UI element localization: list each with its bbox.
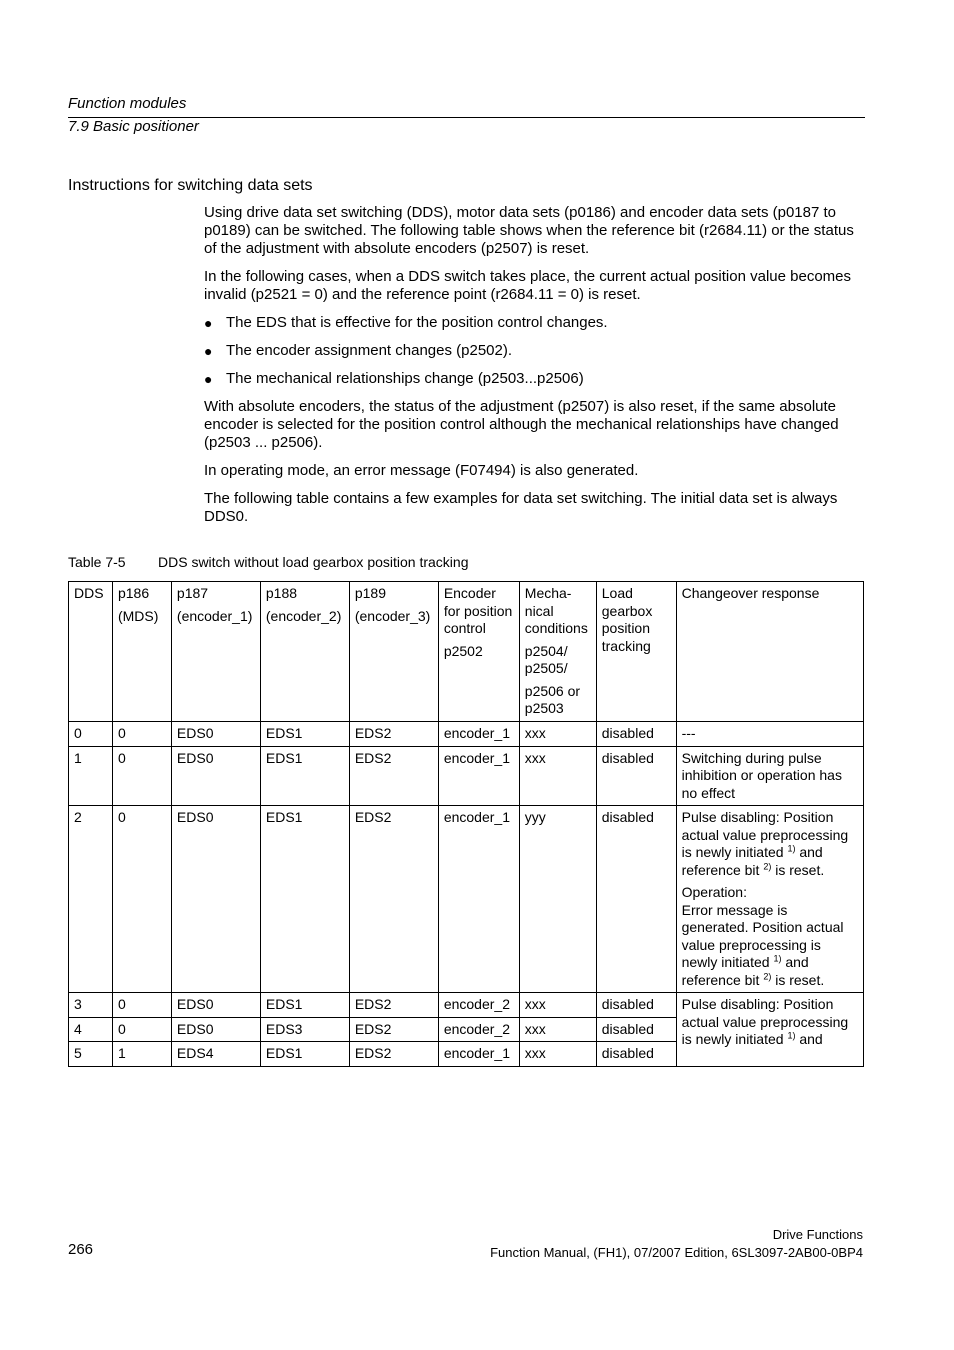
page-number: 266 xyxy=(68,1241,94,1258)
table-header-row xyxy=(69,582,864,722)
response-cell: Pulse disabling: Position actual value preprocessing is newly initiated $^{1)}$ and reference bit $^{2)}$ is reset. Operation: Error message is generated. Position actual value preprocessing is newly initiated $^{1)}$ and reference bit $^{2)}$ is reset. xyxy=(676,806,863,993)
header-rule xyxy=(68,117,865,118)
header-p189: p189 (encoder_3) xyxy=(349,582,438,722)
table-row: 3 0 EDS0 EDS1 EDS2 encoder_2 xxx disabled Pulse disabling: Position actual value preprocessing is newly initiated $^{1)}$ and xyxy=(69,993,864,1018)
header-p188: p188 (encoder_2) xyxy=(260,582,349,722)
header-dds: DDS xyxy=(69,582,113,722)
header-mechanical: Mecha-nical conditions p2504/ p2505/ p2506 or p2503 xyxy=(519,582,596,722)
body-text xyxy=(204,204,869,536)
response-cell: Pulse disabling: Position actual value preprocessing is newly initiated $^{1)}$ and xyxy=(676,993,863,1067)
bullet-list xyxy=(204,314,869,388)
header-p186: p186 (MDS) xyxy=(112,582,171,722)
paragraph-5: The following table contains a few examples for data set switching. The initial data set is always DDS0. xyxy=(204,490,838,525)
header-chapter: Function modules xyxy=(68,95,187,112)
paragraph-3: With absolute encoders, the status of the adjustment (p2507) is also reset, if the same absolute encoder is selected for the position control although the mechanical relationships have changed (p2503 ... p2506). xyxy=(204,398,839,451)
section-heading: Instructions for switching data sets xyxy=(68,177,313,194)
bullet-icon: ● xyxy=(204,371,213,387)
table-row: 1 0 EDS0 EDS1 EDS2 encoder_1 xxx disabled Switching during pulse inhibition or operation has no effect xyxy=(69,746,864,806)
bullet-icon: ● xyxy=(204,315,213,331)
header-p187: p187 (encoder_1) xyxy=(171,582,260,722)
header-encoder: Encoder for position control p2502 xyxy=(438,582,519,722)
header-response: Changeover response xyxy=(676,582,863,722)
list-item: ● The EDS that is effective for the position control changes. xyxy=(204,314,608,331)
list-item: ● The encoder assignment changes (p2502). xyxy=(204,342,513,359)
paragraph-2: In the following cases, when a DDS switch takes place, the current actual position value becomes invalid (p2521 = 0) and the reference point (r2684.11 = 0) is reset. xyxy=(204,268,852,303)
table-caption xyxy=(68,554,469,570)
dds-switch-table xyxy=(68,581,864,1067)
bullet-icon: ● xyxy=(204,343,213,359)
footer-doc-info: Function Manual, (FH1), 07/2007 Edition, 6SL3097-2AB00-0BP4 xyxy=(490,1245,863,1260)
list-item: ● The mechanical relationships change (p2503...p2506) xyxy=(204,370,584,387)
header-section: 7.9 Basic positioner xyxy=(68,118,199,135)
table-row: 4 0 EDS0 EDS3 EDS2 encoder_2 xxx disabled xyxy=(69,1017,864,1042)
header-load-gearbox: Load gearbox position tracking xyxy=(596,582,676,722)
table-number: Table 7-5 xyxy=(68,554,126,570)
table-row: 0 0 EDS0 EDS1 EDS2 encoder_1 xxx disabled --- xyxy=(69,722,864,747)
table-title: DDS switch without load gearbox position tracking xyxy=(158,554,469,570)
table-row: 5 1 EDS4 EDS1 EDS2 encoder_1 xxx disabled xyxy=(69,1042,864,1067)
paragraph-1: Using drive data set switching (DDS), motor data sets (p0186) and encoder data sets (p0187 to p0189) can be switched. The following table shows when the reference bit (r2684.11) or the status of the adjustment with absolute encoders (p2507) is reset. xyxy=(204,204,854,257)
footer-doc-title: Drive Functions xyxy=(772,1227,863,1242)
table-row: 2 0 EDS0 EDS1 EDS2 encoder_1 yyy disabled Pulse disabling: Position actual value preprocessing is newly initiated $^{1)}$ and reference bit $^{2)}$ is reset. Operation: Error message is generated. Position actual value preprocessing is newly initiated $^{1)}$ and reference bit $^{2)}$ is reset. xyxy=(69,806,864,993)
paragraph-4: In operating mode, an error message (F07494) is also generated. xyxy=(204,462,639,479)
